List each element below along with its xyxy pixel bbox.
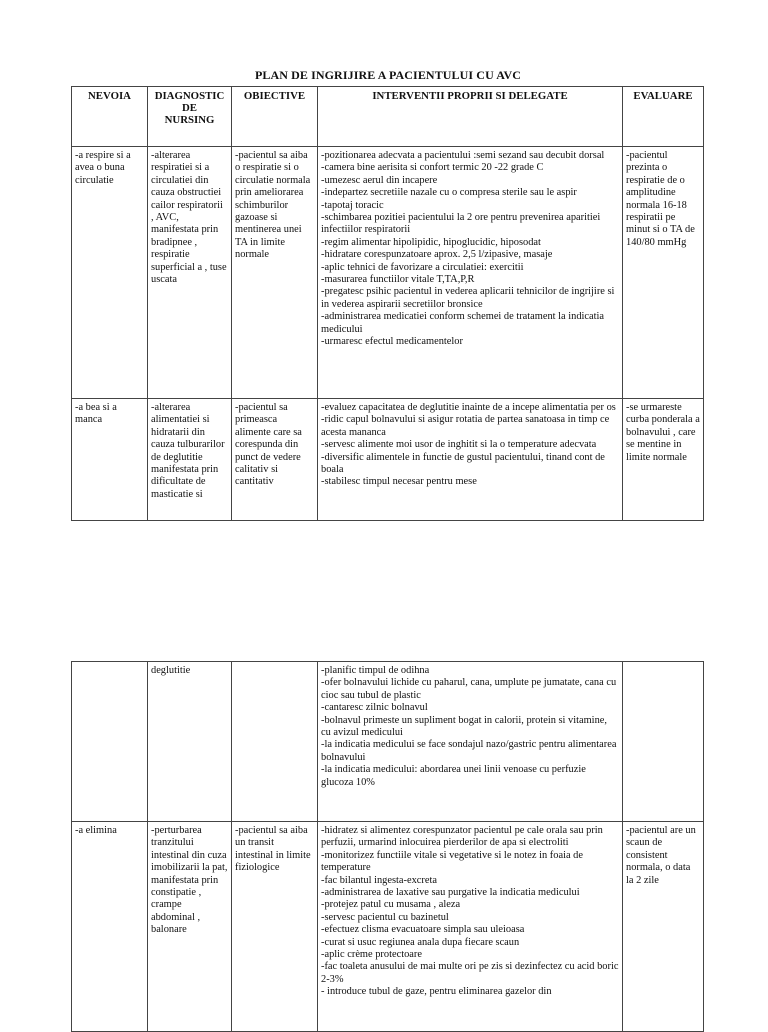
intervention-item: -umezesc aerul din incapere	[321, 174, 438, 186]
evaluare-cell	[623, 662, 704, 822]
obiective-cell: -pacientul sa primeasca alimente care sa corespunda din punct de vedere calitativ si cantitativ	[232, 399, 318, 521]
intervention-item: -indepartez secretiile nazale cu o compresa sterile sau le aspir	[321, 187, 577, 199]
intervention-item: -monitorizez functiile vitale si vegetative si le notez in foaia de temperature	[321, 849, 583, 874]
header-evaluare: EVALUARE	[623, 87, 704, 147]
diagnostic-cell: deglutitie	[148, 662, 232, 822]
intervention-item: -schimbarea pozitiei pacientului la 2 ore pentru prevenirea aparitiei infectiilor respiratorii	[321, 212, 601, 236]
obiective-cell: -pacientul sa aiba o respiratie si o circulatie normala prin ameliorarea schimburilor gazoase si mentinerea unei TA in limite normale	[232, 147, 318, 399]
diagnostic-cell: -alterarea respiratiei si a circulatiei din cauza obstructiei cailor respiratorii , AVC, manifestata prin bradipnee , respiratie superficial a , tuse uscata	[148, 147, 232, 399]
nevoia-cell	[72, 662, 148, 822]
diagnostic-cell: -alterarea alimentatiei si hidratarii din cauza tulburarilor de deglutitie manifestata prin dificultate de masticatie si	[148, 399, 232, 521]
intervention-item: -ofer bolnavului lichide cu paharul, cana, umplute pe jumatate, cana cu cioc sau tubul de plastic	[321, 677, 617, 701]
intervention-item: -aplic tehnici de favorizare a circulatiei: exercitii	[321, 261, 524, 273]
intervention-item: -la indicatia medicului se face sondajul nazo/gastric pentru alimentarea bolnavului	[321, 739, 617, 763]
intervention-item: -camera bine aerisita si confort termic 20 -22 grade C	[321, 162, 544, 174]
intervention-item: -pregatesc psihic pacientul in vederea aplicarii tehnicilor de ingrijire si in vederea aspirarii secretiilor bronsice	[321, 286, 615, 310]
care-plan-table	[71, 86, 704, 521]
nevoia-cell: -a elimina	[72, 822, 148, 1032]
diagnostic-cell: -perturbarea tranzitului intestinal din cuza imobilizarii la pat, manifestata prin constipatie , crampe abdominal , balonare	[148, 822, 232, 1032]
evaluare-cell: -pacientul are un scaun de consistent normala, o data la 2 zile	[623, 822, 704, 1032]
table-row	[72, 662, 704, 822]
evaluare-cell: -se urmareste curba ponderala a bolnavului , care se mentine in limite normale	[623, 399, 704, 521]
header-nevoia: NEVOIA	[72, 87, 148, 147]
table-row	[72, 399, 704, 521]
intervention-item: -ridic capul bolnavului si asigur rotatia de partea sanatoasa in timp ce acesta mananca	[321, 414, 610, 438]
nevoia-cell: -a respire si a avea o buna circulatie	[72, 147, 148, 399]
intervention-item: -hidratare corespunzatoare aprox. 2,5 l/zipasive, masaje	[321, 249, 553, 261]
intervention-item: -regim alimentar hipolipidic, hipoglucidic, hiposodat	[321, 236, 541, 248]
header-diagnostic: DIAGNOSTIC DE NURSING	[148, 87, 232, 147]
obiective-cell	[232, 662, 318, 822]
intervention-item: -aplic crème protectoare	[321, 949, 422, 961]
intervention-item: - introduce tubul de gaze, pentru eliminarea gazelor din	[321, 986, 552, 998]
intervention-item: -fac bilantul ingesta-excreta	[321, 874, 437, 886]
evaluare-cell: -pacientul prezinta o respiratie de o amplitudine normala 16-18 respiratii pe minut si o TA de 140/80 mmHg	[623, 147, 704, 399]
intervention-item: -administrarea medicatiei conform schemei de tratament la indicatia medicului	[321, 311, 605, 335]
intervention-item: -servesc pacientul cu bazinetul	[321, 911, 449, 923]
interventii-cell	[318, 822, 623, 1032]
intervention-item: -servesc alimente moi usor de inghitit si la o temperature adecvata	[321, 439, 597, 451]
intervention-item: -evaluez capacitatea de deglutitie inainte de a incepe alimentatia per os	[321, 402, 616, 413]
table-header-row	[72, 87, 704, 147]
intervention-item: -protejez patul cu musama , aleza	[321, 899, 461, 911]
intervention-item: -stabilesc timpul necesar pentru mese	[321, 476, 477, 488]
page-title: PLAN DE INGRIJIRE A PACIENTULUI CU AVC	[254, 68, 522, 82]
care-plan-table-continued	[71, 661, 704, 1032]
intervention-item: -curat si usuc regiunea anala dupa fiecare scaun	[321, 936, 520, 948]
interventii-cell	[318, 399, 623, 521]
interventii-cell	[318, 662, 623, 822]
table-row	[72, 822, 704, 1032]
intervention-item: -urmaresc efectul medicamentelor	[321, 336, 463, 348]
intervention-item: -diversific alimentele in functie de gustul pacientului, tinand cont de boala	[321, 451, 605, 476]
intervention-item: -tapotaj toracic	[321, 199, 384, 211]
intervention-item: -masurarea functiilor vitale T,TA,P,R	[321, 274, 475, 286]
header-interventii: INTERVENTII PROPRII SI DELEGATE	[318, 87, 623, 147]
intervention-item: -cantaresc zilnic bolnavul	[321, 702, 428, 714]
header-obiective: OBIECTIVE	[232, 87, 318, 147]
intervention-item: -administrarea de laxative sau purgative la indicatia medicului	[321, 887, 580, 899]
intervention-item: -hidratez si alimentez corespunzator pacientul pe cale orala sau prin perfuzii, urmarind inlocuirea pierderilor de apa si electroliti	[321, 825, 603, 849]
intervention-item: -fac toaleta anusului de mai multe ori pe zis si dezinfectez cu acid boric 2-3%	[321, 961, 619, 985]
intervention-item: -pozitionarea adecvata a pacientului :semi sezand sau decubit dorsal	[321, 150, 605, 161]
table-row	[72, 147, 704, 399]
obiective-cell: -pacientul sa aiba un transit intestinal in limite fiziologice	[232, 822, 318, 1032]
nevoia-cell: -a bea si a manca	[72, 399, 148, 521]
intervention-item: -efectuez clisma evacuatoare simpla sau uleioasa	[321, 924, 525, 936]
intervention-item: -la indicatia medicului: abordarea unei linii venoase cu perfuzie glucoza 10%	[321, 764, 586, 788]
intervention-item: -planific timpul de odihna	[321, 665, 430, 676]
intervention-item: -bolnavul primeste un supliment bogat in calorii, protein si vitamine, cu avizul medicului	[321, 714, 607, 739]
interventii-cell	[318, 147, 623, 399]
